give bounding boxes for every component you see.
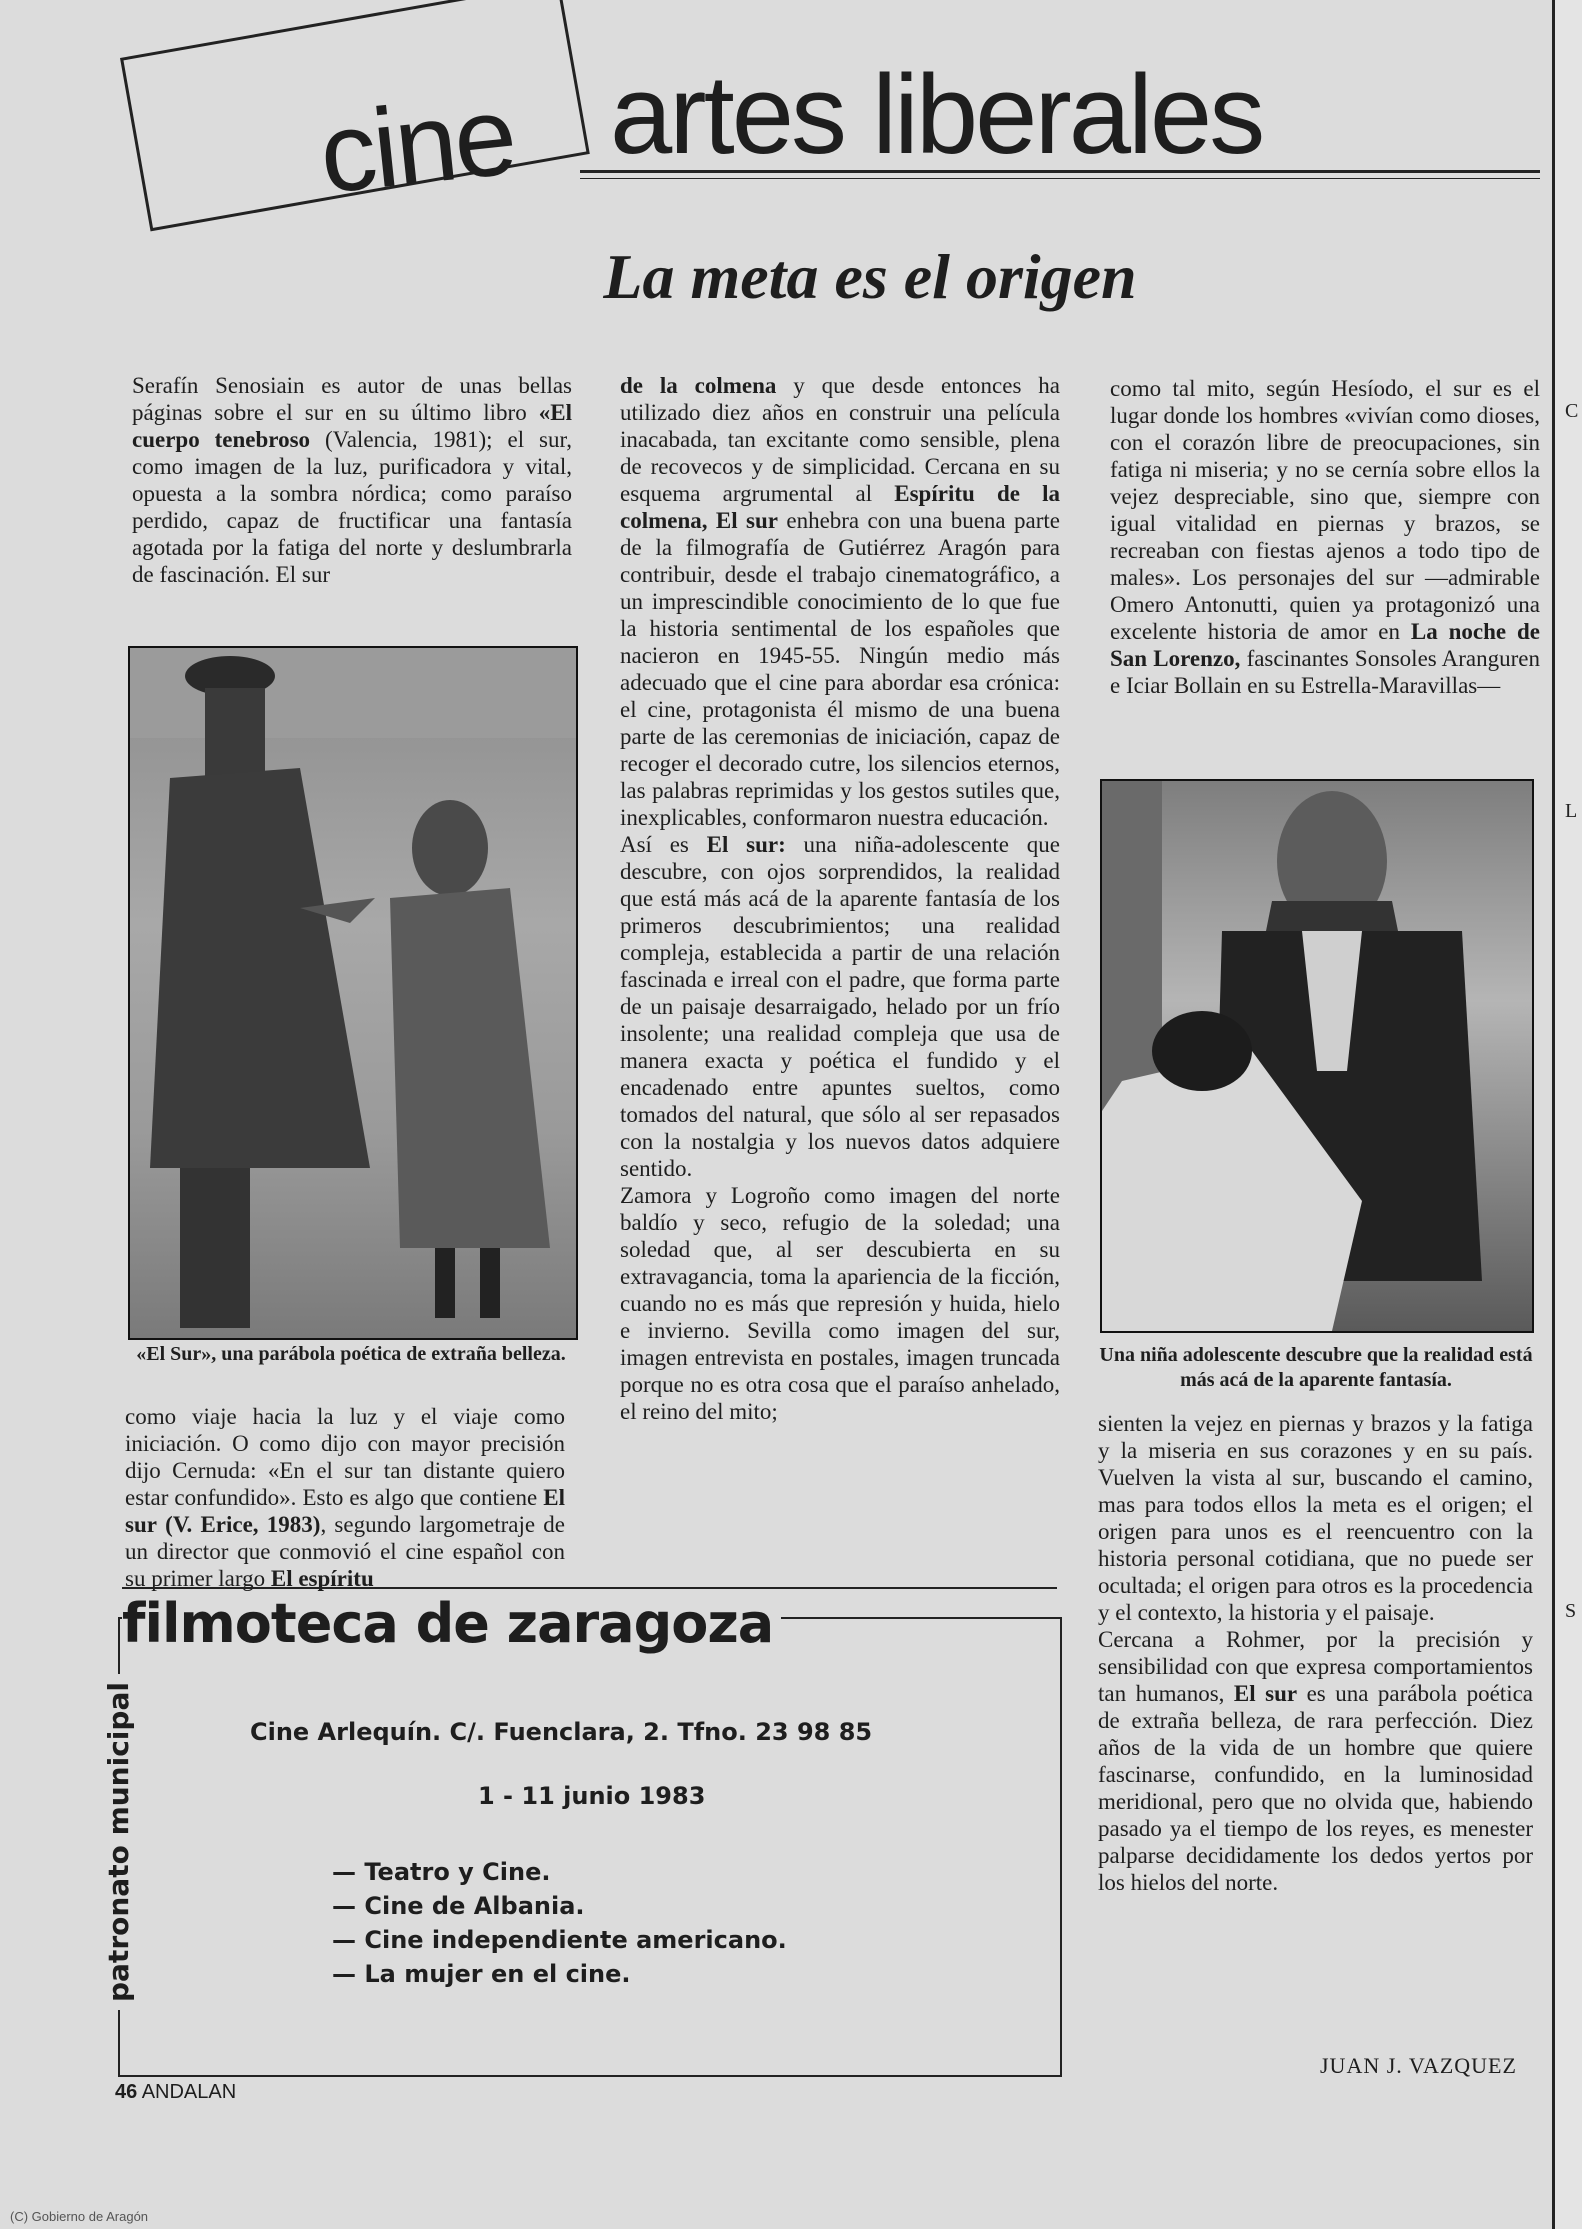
magazine-name: ANDALAN [141, 2081, 237, 2103]
filmoteca-item: — La mujer en el cine. [332, 1960, 631, 1988]
article-column-3-top: como tal mito, según Hesíodo, el sur es el lugar donde los hombres «vivían como dioses, con el corazón libre de preocupaciones, sin fatiga ni miseria; y no se cernía sobre ellos la vejez despreciable, sino que, siempre con igual vitalidad en piernas y brazos, se recreaban con fiestas ajenos a todo tipo de males». Los personajes del sur —admirable Omero Antonutti, quien ya protagonizó una excelente historia de amor en La noche de San Lorenzo, fascinantes Sonsoles Aranguren e Iciar Bollain en su Estrella-Maravillas— [1110, 376, 1540, 698]
page-number: 46 [115, 2081, 138, 2103]
article-column-3-bottom: sienten la vejez en piernas y brazos y la fatiga y la miseria en sus corazones y en su país. Vuelven la vista al sur, buscando el camino, mas para todos ellos la meta es el origen; el origen para unos es el reencuentro con la historia personal cotidiana, que no puede ser ocultada; el origen para otros es la procedencia y el contexto, la historia y el paisaje. Cercana a Rohmer, por la precisión y sensibilidad con que expresa comportamientos tan humanos, El sur es una parábola poética de extraña belleza, de rara perfección. Diez años de la vida de un hombre que quiere fascinarse, confundido, en la luminosidad meridional, pero que no olvida que, habiendo pasado ya el tiempo de los reyes, es menester palparse decididamente los dedos yertos por los hielos del norte. [1098, 1411, 1533, 1895]
article-column-1-bottom: como viaje hacia la luz y el viaje como iniciación. O como dijo con mayor precisión dijo Cernuda: «En el sur tan distante quiero estar confundido». Esto es algo que contiene El sur (V. Erice, 1983), segundo largometraje de un director que conmovió el cine español con su primer largo El espíritu [125, 1404, 566, 1591]
article-column-2: de la colmena y que desde entonces ha utilizado diez años en construir una película inacabada, tan excitante como sensible, plena de recovecos y de simplicidad. Cercana en su esquema argrumental al Espíritu de la colmena, El sur enhebra con una buena parte de la filmografía de Gutiérrez Aragón para contribuir, desde el trabajo cinematográfico, a un imprescindible conocimiento de lo que fue la historia sentimental de los españoles que nacieron en 1945-55. Ningún medio más adecuado que el cine para abordar esa crónica: el cine, protagonista él mismo de una buena parte de las ceremonias de iniciación, capaz de recoger el decorado cutre, los silencios eternos, las palabras reprimidas y los gestos sutiles que, inexplicables, conformaron nuestra educación. Así es El sur: una niña-adolescente que descubre, con ojos sorprendidos, la realidad que está más acá de la aparente fantasía de los primeros descubrimientos; una realidad compleja, establecida a partir de una relación fascinada e irreal con el padre, que forma parte de un paisaje desarraigado, helado por un frío insolente; una realidad compleja que usa de manera exacta y poética el fundido y el encadenado entre apuntes sueltos, como tomados del natural, que sólo al ser repasados con la nostalgia y los nuevos datos adquiere sentido. Zamora y Logroño como imagen del norte baldío y seco, refugio de la soledad; una soledad que, al ser descubierta en su extravagancia, toma la apariencia de la ficción, cuando no es más que represión y huida, hielo e invierno. Sevilla como imagen del sur, imagen entrevista en postales, imagen truncada porque no es otra cosa que el paraíso anhelado, el reino del mito; [620, 373, 1061, 1424]
adjacent-page-edge: C L S [1552, 0, 1582, 2229]
film-still-illustration-2 [1102, 781, 1532, 1331]
filmoteca-address: Cine Arlequín. C/. Fuenclara, 2. Tfno. 23 98 85 [250, 1718, 873, 1746]
masthead-rule-thin [580, 178, 1540, 179]
page-footer [115, 2081, 236, 2104]
photo-caption-2: Una niña adolescente descubre que la realidad está más acá de la aparente fantasía. [1099, 1344, 1533, 1391]
copyright-notice: (C) Gobierno de Aragón [10, 2209, 149, 2224]
filmoteca-item: — Cine de Albania. [332, 1892, 585, 1920]
filmoteca-item: — Cine independiente americano. [332, 1926, 787, 1954]
masthead-rule [580, 170, 1540, 173]
filmoteca-top-rule [122, 1587, 1057, 1589]
section-label-artes-liberales: artes liberales [610, 52, 1263, 177]
filmoteca-item: — Teatro y Cine. [332, 1858, 551, 1886]
article-headline: La meta es el origen [603, 241, 1137, 312]
film-still-illustration-1 [130, 648, 576, 1338]
section-label-cine: cine [313, 72, 520, 217]
film-still-photo-1 [128, 646, 578, 1340]
photo-caption-1: «El Sur», una parábola poética de extraña belleza. [136, 1343, 566, 1365]
filmoteca-dates: 1 - 11 junio 1983 [478, 1782, 706, 1810]
film-still-photo-2 [1100, 779, 1534, 1333]
filmoteca-title: filmoteca de zaragoza [122, 1592, 781, 1655]
patronato-vertical-label: patronato municipal [102, 1674, 135, 2010]
article-author: JUAN J. VAZQUEZ [1320, 2053, 1517, 2078]
article-column-1-top: Serafín Senosiain es autor de unas bellas páginas sobre el sur en su último libro «El cuerpo tenebroso (Valencia, 1981); el sur, como imagen de la luz, purificadora y vital, opuesta a la sombra nórdica; como paraíso perdido, capaz de fructificar una fantasía agotada por la fatiga del norte y deslumbrarla de fascinación. El sur [132, 373, 572, 587]
filmoteca-ad-box [118, 1617, 1062, 2077]
